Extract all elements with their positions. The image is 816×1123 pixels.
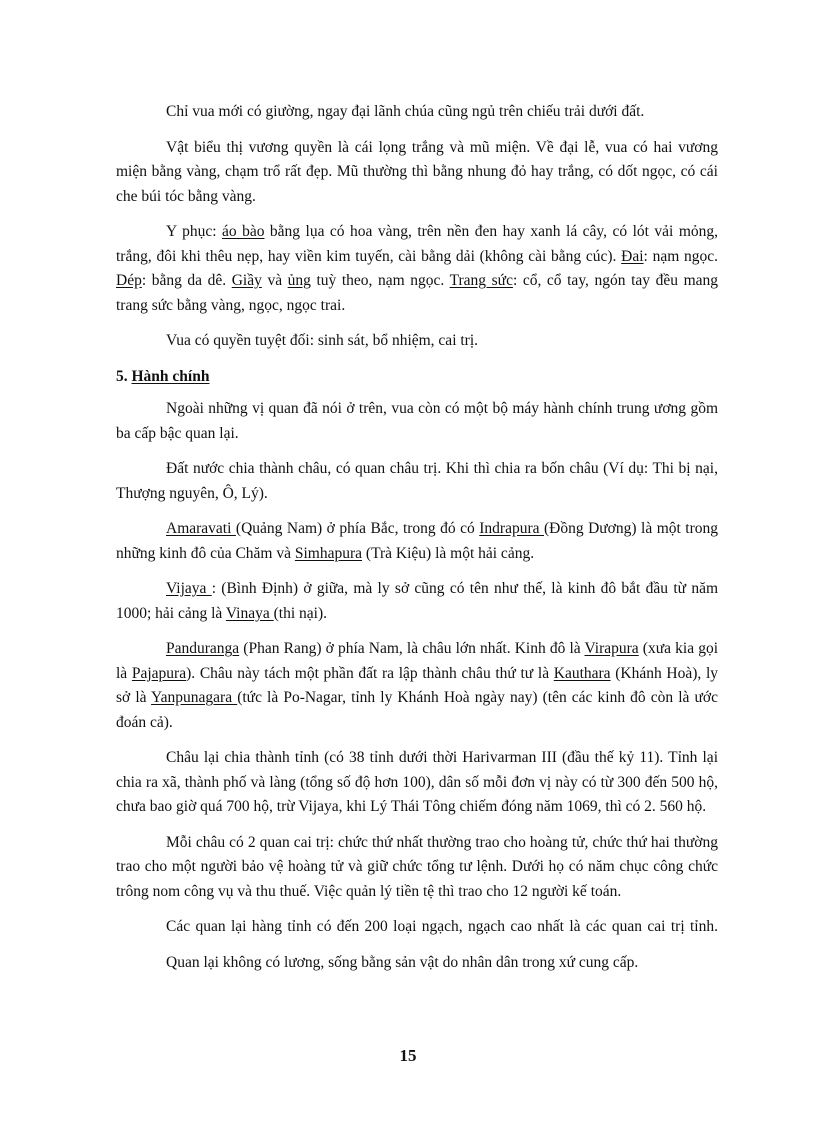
underlined-term: Giầy bbox=[231, 272, 262, 289]
text-run: bằng lụa có hoa vàng, trên nền đen hay xanh lá cây, có lót vải mỏng, trắng, đôi khi thêu nẹp, hay viền kim tuyến, cài bằng dải (không cài bằng cúc). bbox=[116, 223, 718, 265]
paragraph: Đất nước chia thành châu, có quan châu trị. Khi thì chia ra bốn châu (Ví dụ: Thi bị nại, Thượng nguyên, Ô, Lý). bbox=[116, 460, 718, 502]
underlined-term: Vinaya bbox=[225, 604, 274, 622]
text-run: : (Bình Định) ở giữa, mà ly sở cũng có tên như thế, là kinh đô bắt đầu từ năm 1000; hải cảng là bbox=[116, 580, 719, 622]
text-run: (Khánh Hoà), ly sở là bbox=[116, 664, 719, 706]
text-run: tuỳ theo, nạm ngọc. bbox=[310, 272, 450, 289]
paragraph: Mỗi châu có 2 quan cai trị: chức thứ nhất thường trao cho hoàng tử, chức thứ hai thường trao cho một người bảo vệ hoàng tử và giữ chức tổng tư lệnh. Dưới họ có năm chục công chức trông nom công vụ và thu thuế. Việc quản lý tiền tệ thì trao cho 12 người kế toán. bbox=[116, 833, 718, 900]
paragraph bbox=[116, 220, 718, 318]
text-run: và bbox=[261, 272, 288, 289]
paragraph: Vua có quyền tuyệt đối: sinh sát, bổ nhiệm, cai trị. bbox=[166, 332, 479, 349]
underlined-term: Simhapura bbox=[294, 544, 363, 562]
underlined-term: Yanpunagara bbox=[151, 689, 238, 706]
underlined-term: Pajapura bbox=[131, 664, 187, 682]
document-body bbox=[116, 100, 718, 986]
text-run: (Phan Rang) ở phía Nam, là châu lớn nhất. Kinh đô là bbox=[239, 640, 585, 657]
underlined-term: Virapura bbox=[584, 640, 639, 657]
section-title: Hành chính bbox=[131, 367, 210, 385]
text-run: (Đồng Dương) là một trong những kinh đô của Chăm và bbox=[116, 520, 719, 562]
underlined-term: Đai bbox=[621, 247, 644, 265]
underlined-term: Kauthara bbox=[553, 664, 611, 682]
paragraph bbox=[116, 577, 718, 626]
text-run: (xưa kia gọi là bbox=[116, 640, 719, 682]
paragraph bbox=[116, 517, 718, 566]
text-run: : bằng da dê. bbox=[141, 272, 232, 289]
underlined-term: Amaravati bbox=[166, 520, 236, 537]
underlined-term: Vijaya bbox=[166, 580, 212, 597]
text-run: (thi nại). bbox=[273, 604, 328, 622]
underlined-term: Dép bbox=[116, 272, 142, 289]
underlined-term: áo bào bbox=[221, 223, 265, 240]
paragraph: Ngoài những vị quan đã nói ở trên, vua còn có một bộ máy hành chính trung ương gồm ba cấp bậc quan lại. bbox=[116, 400, 718, 442]
paragraph: Quan lại không có lương, sống bằng sản vật do nhân dân trong xứ cung cấp. bbox=[166, 953, 639, 971]
text-run: : cổ, cổ tay, ngón tay đều mang trang sức bằng vàng, ngọc, ngọc trai. bbox=[116, 272, 719, 314]
underlined-term: ủng bbox=[287, 272, 311, 289]
text-run: (Trà Kiệu) là một hải cảng. bbox=[362, 544, 535, 562]
underlined-term: Panduranga bbox=[166, 640, 240, 657]
text-run: Y phục: bbox=[166, 223, 222, 240]
paragraph bbox=[116, 637, 718, 735]
text-run: ). Châu này tách một phần đất ra lập thành châu thứ tư là bbox=[186, 664, 554, 682]
text-run: (tức là Po-Nagar, tỉnh ly Khánh Hoà ngày nay) (tên các kinh đô còn là ước đoán cả). bbox=[116, 689, 718, 731]
text-run: (Quảng Nam) ở phía Bắc, trong đó có bbox=[235, 520, 480, 537]
page-number: 15 bbox=[399, 1046, 417, 1065]
underlined-term: Indrapura bbox=[479, 520, 544, 537]
paragraph: Các quan lại hàng tỉnh có đến 200 loại ngạch, ngạch cao nhất là các quan cai trị tỉnh. bbox=[166, 918, 718, 935]
paragraph: Vật biểu thị vương quyền là cái lọng trắng và mũ miện. Về đại lễ, vua có hai vương miện bằng vàng, chạm trổ rất đẹp. Mũ thường thì bằng nhung đỏ hay trắng, có dốt ngọc, có cái che búi tóc bằng vàng. bbox=[116, 138, 718, 205]
section-heading bbox=[116, 365, 718, 390]
paragraph: Châu lại chia thành tỉnh (có 38 tỉnh dưới thời Harivarman III (đầu thế kỷ 11). Tỉnh lại chia ra xã, thành phố và làng (tổng số độ hơn 100), dân số mỗi đơn vị này có từ 300 đến 500 hộ, chưa bao giờ quá 700 hộ, trừ Vijaya, khi Lý Thái Tông chiếm đóng năm 1069, thì có 2. 560 hộ. bbox=[116, 749, 718, 815]
paragraph: Chỉ vua mới có giường, ngay đại lãnh chúa cũng ngủ trên chiếu trải dưới đất. bbox=[166, 103, 645, 120]
section-number: 5. bbox=[116, 367, 132, 385]
text-run: : nạm ngọc. bbox=[643, 247, 718, 265]
underlined-term: Trang sức bbox=[449, 272, 513, 289]
